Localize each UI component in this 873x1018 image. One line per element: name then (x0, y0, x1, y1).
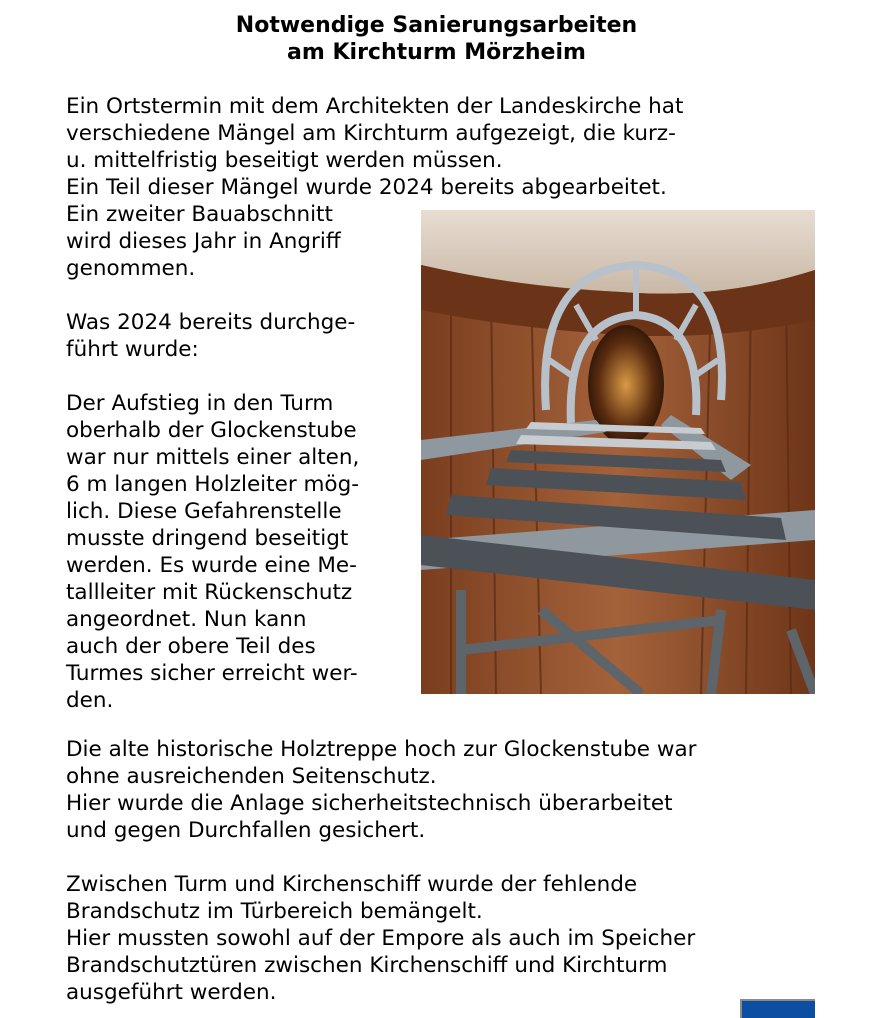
text-line: Brandschutz im Türbereich bemängelt. (66, 899, 483, 924)
text-line: Ein zweiter Bauabschnitt (66, 202, 333, 227)
text-line: Brandschutztüren zwischen Kirchenschiff und Kirchturm (66, 953, 668, 978)
text-line: und gegen Durchfallen gesichert. (66, 818, 426, 843)
text-line: Ein Ortstermin mit dem Architekten der Landeskirche hat (66, 94, 684, 119)
corner-block (740, 999, 815, 1018)
article-title (0, 12, 873, 66)
text-line: war nur mittels einer alten, (66, 445, 360, 470)
text-line: Der Aufstieg in den Turm (66, 391, 334, 416)
text-line: u. mittelfristig beseitigt werden müssen. (66, 148, 503, 173)
text-line: Hier wurde die Anlage sicherheitstechnisch überarbeitet (66, 791, 673, 816)
text-line: auch der obere Teil des (66, 634, 316, 659)
text-line: verschiedene Mängel am Kirchturm aufgezeigt, die kurz- (66, 121, 676, 146)
text-line: lich. Diese Gefahrenstelle (66, 499, 342, 524)
text-line: Die alte historische Holztreppe hoch zur Glockenstube war (66, 737, 697, 762)
text-line (66, 363, 416, 390)
text-line: Was 2024 bereits durchge- (66, 310, 356, 335)
text-line: 6 m langen Holzleiter mög- (66, 472, 359, 497)
ladder-paragraph (66, 201, 416, 714)
text-line: werden. Es wurde eine Me- (66, 553, 357, 578)
text-line: genommen. (66, 256, 196, 281)
text-line: Hier mussten sowohl auf der Empore als auch im Speicher (66, 926, 696, 951)
closing-paragraphs (66, 736, 826, 1006)
title-line-1: Notwendige Sanierungsarbeiten (235, 13, 638, 38)
text-line: oberhalb der Glockenstube (66, 418, 357, 443)
text-line: ohne ausreichenden Seitenschutz. (66, 764, 437, 789)
intro-paragraph (66, 93, 826, 201)
text-line (66, 844, 826, 871)
text-line: Turmes sicher erreicht wer- (66, 661, 358, 686)
text-line: Zwischen Turm und Kirchenschiff wurde der fehlende (66, 872, 638, 897)
text-line: wird dieses Jahr in Angriff (66, 229, 341, 254)
title-line-2: am Kirchturm Mörzheim (287, 40, 586, 65)
text-line: führt wurde: (66, 337, 199, 362)
text-line: Ein Teil dieser Mängel wurde 2024 bereits abgearbeitet. (66, 175, 667, 200)
text-line (66, 282, 416, 309)
text-line: den. (66, 688, 114, 713)
text-line: tallleiter mit Rückenschutz (66, 580, 353, 605)
text-line: ausgeführt werden. (66, 980, 277, 1005)
metal-ladder-illustration (421, 210, 815, 694)
text-line: angeordnet. Nun kann (66, 607, 307, 632)
text-line: musste dringend beseitigt (66, 526, 349, 551)
ladder-photo (421, 210, 815, 694)
